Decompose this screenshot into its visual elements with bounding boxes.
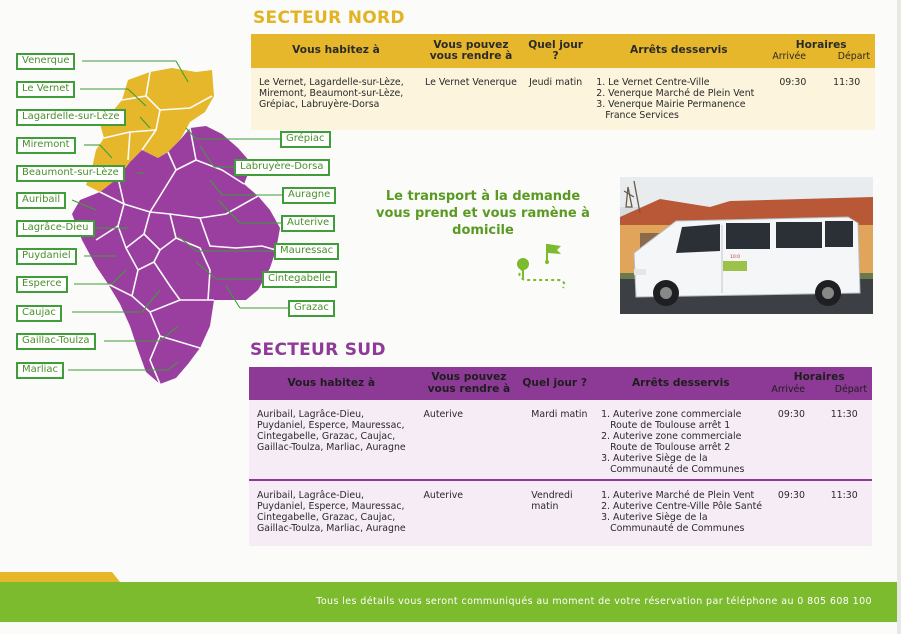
header-habitez: Vous habitez à	[287, 376, 376, 389]
van-photo	[620, 177, 873, 314]
map-label-beaumont: Beaumont-sur-Lèze	[16, 165, 125, 182]
map-label-auterive: Auterive	[281, 215, 335, 232]
cell-arrets	[595, 480, 766, 546]
map-label-grazac: Grazac	[288, 300, 335, 317]
map-label-gaillac-toulza: Gaillac-Toulza	[16, 333, 96, 350]
route-pin-icon	[511, 240, 571, 296]
table-header-row	[251, 34, 875, 68]
cell-habitez: Auribail, Lagrâce-Dieu, Puydaniel, Esperce, Mauressac, Cintegabelle, Grazac, Caujac, Gaillac-Toulza, Marliac, Auragne	[257, 490, 406, 534]
stop-item: 3. Auterive Siège de la Communauté de Communes	[601, 453, 745, 475]
map-label-venerque: Venerque	[16, 53, 75, 70]
map-label-le-vernet: Le Vernet	[16, 81, 75, 98]
stop-item: 2. Auterive Centre-Ville Pôle Santé	[601, 501, 763, 512]
cell-arrets	[595, 400, 766, 480]
cell-jour: Jeudi matin	[529, 77, 583, 88]
cell-habitez: Auribail, Lagrâce-Dieu, Puydaniel, Esperce, Mauressac, Cintegabelle, Grazac, Caujac, Gaillac-Toulza, Marliac, Auragne	[257, 409, 406, 453]
table-header-row	[249, 367, 872, 400]
header-horaires	[767, 34, 875, 68]
stop-item: 1. Auterive Marché de Plein Vent	[601, 490, 755, 501]
stop-item: 3. Venerque Mairie Permanence France Services	[596, 99, 746, 121]
header-depart: Départ	[837, 51, 870, 62]
header-depart: Départ	[834, 383, 867, 395]
header-arrets: Arrêts desservis	[631, 376, 730, 389]
secteur-nord-table	[251, 34, 875, 130]
stop-item: 2. Venerque Marché de Plein Vent	[596, 88, 755, 99]
map-label-cintegabelle: Cintegabelle	[262, 271, 337, 288]
header-jour: Quel jour ?	[522, 376, 587, 389]
header-arrivee: Arrivée	[771, 383, 806, 395]
map-label-labruyere-dorsa: Labruyère-Dorsa	[234, 159, 330, 176]
cell-arrets	[590, 68, 767, 130]
cell-rendre: Auterive	[423, 490, 464, 501]
cell-depart: 11:30	[833, 77, 861, 88]
stop-item: 3. Auterive Siège de la Communauté de Communes	[601, 512, 745, 534]
cell-rendre: Auterive	[423, 409, 464, 420]
map-label-grepiac: Grépiac	[280, 131, 331, 148]
cell-arrivee: 09:30	[777, 490, 805, 501]
map-label-lagrace-dieu: Lagrâce-Dieu	[16, 220, 95, 237]
header-rendre: Vous pouvez vous rendre à	[429, 38, 513, 62]
footer-accent	[0, 566, 120, 586]
header-arrivee: Arrivée	[772, 51, 807, 62]
map-label-mauressac: Mauressac	[274, 243, 339, 260]
cell-depart: 11:30	[830, 490, 858, 501]
secteur-nord-title: SECTEUR NORD	[253, 8, 405, 28]
cell-habitez: Le Vernet, Lagardelle-sur-Lèze, Miremont, Beaumont-sur-Lèze, Grépiac, Labruyère-Dorsa	[259, 77, 404, 110]
stop-item: 1. Auterive zone commerciale Route de Toulouse arrêt 1	[601, 409, 742, 431]
table-row	[251, 68, 875, 130]
cell-jour: Mardi matin	[531, 409, 588, 420]
map-label-lagardelle: Lagardelle-sur-Lèze	[16, 109, 126, 126]
header-horaires-label: Horaires	[795, 38, 847, 51]
table-row	[249, 480, 872, 546]
header-arrets: Arrêts desservis	[630, 44, 728, 57]
secteur-sud-title: SECTEUR SUD	[250, 340, 386, 360]
cell-depart: 11:30	[830, 409, 858, 420]
footer-text: Tous les détails vous seront communiqués au moment de votre réservation par téléphone au 0 805 608 100	[316, 596, 872, 607]
header-jour: Quel jour ?	[528, 38, 583, 62]
header-habitez: Vous habitez à	[292, 44, 380, 57]
cell-jour: Vendredi matin	[531, 490, 573, 512]
map-label-marliac: Marliac	[16, 362, 64, 379]
map-label-caujac: Caujac	[16, 305, 62, 322]
cell-rendre: Le Vernet Venerque	[425, 77, 517, 88]
van-badge: 10:0	[730, 255, 741, 260]
stop-item: 2. Auterive zone commerciale Route de Toulouse arrêt 2	[601, 431, 742, 453]
map-label-esperce: Esperce	[16, 276, 68, 293]
map-label-auribail: Auribail	[16, 192, 66, 209]
map-label-puydaniel: Puydaniel	[16, 248, 77, 265]
header-rendre: Vous pouvez vous rendre à	[427, 371, 511, 395]
cell-arrivee: 09:30	[779, 77, 807, 88]
header-horaires-label: Horaires	[793, 371, 845, 383]
map-label-miremont: Miremont	[16, 137, 76, 154]
page-edge	[897, 0, 901, 634]
secteur-sud-table	[249, 367, 872, 546]
stop-item: 1. Le Vernet Centre-Ville	[596, 77, 710, 88]
header-horaires	[766, 367, 872, 400]
map-label-auragne: Auragne	[282, 187, 336, 204]
promo-text: Le transport à la demande vous prend et vous ramène à domicile	[376, 189, 590, 238]
cell-arrivee: 09:30	[777, 409, 805, 420]
table-row	[249, 400, 872, 480]
